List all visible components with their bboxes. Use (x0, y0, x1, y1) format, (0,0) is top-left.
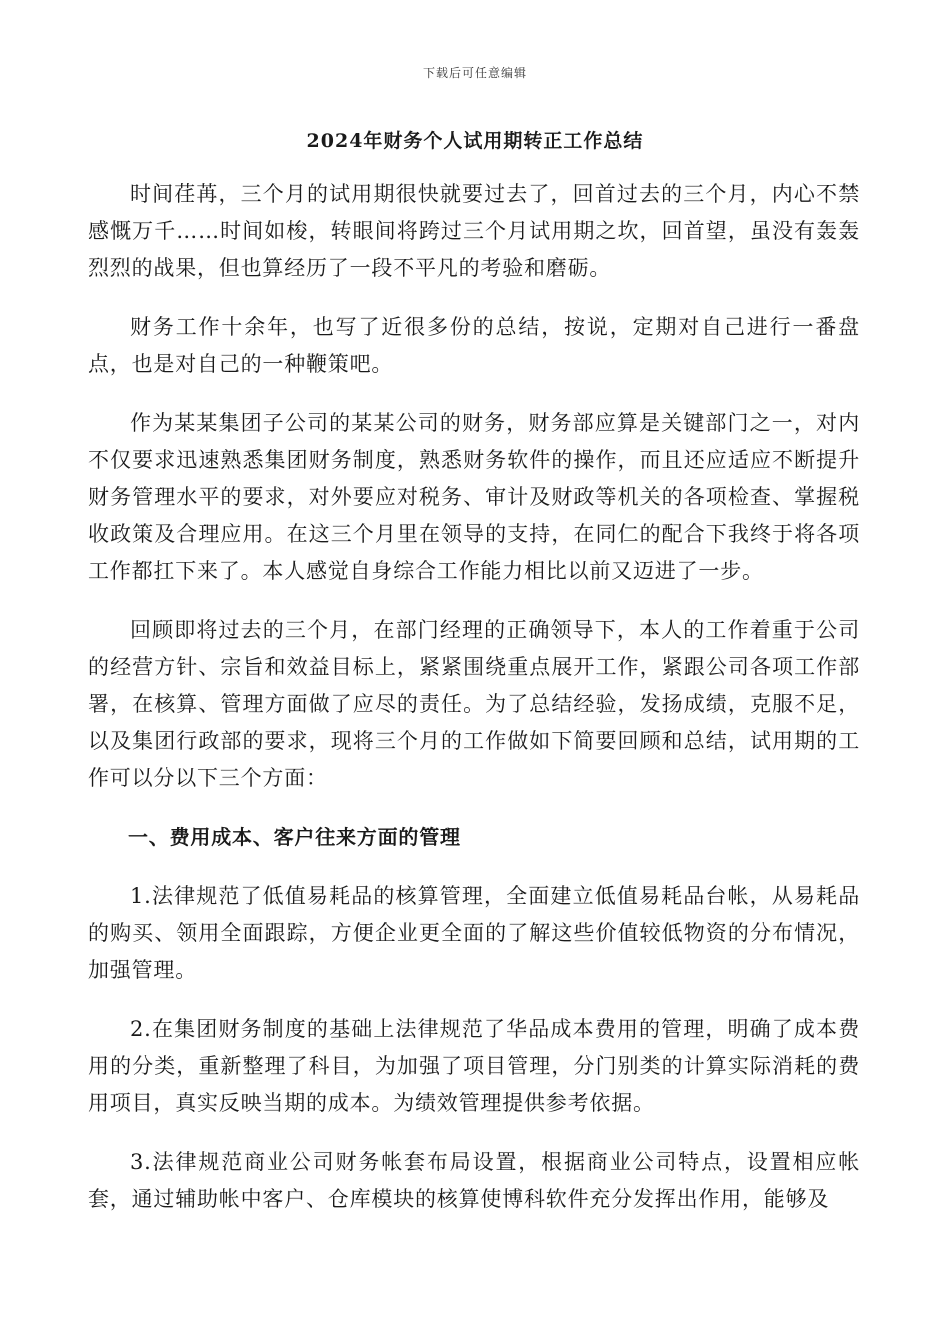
section-item-3: 3.法律规范商业公司财务帐套布局设置，根据商业公司特点，设置相应帐套，通过辅助帐中客户、仓库模块的核算使博科软件充分发挥出作用，能够及 (88, 1150, 860, 1211)
document-body (88, 176, 860, 1240)
section-heading-1: 一、费用成本、客户往来方面的管理 (128, 825, 461, 849)
section-item-2: 2.在集团财务制度的基础上法律规范了华品成本费用的管理，明确了成本费用的分类，重新整理了科目，为加强了项目管理，分门别类的计算实际消耗的费用项目，真实反映当期的成本。为绩效管理提供参考依据。 (88, 1017, 860, 1115)
paragraph-1: 时间荏苒，三个月的试用期很快就要过去了，回首过去的三个月，内心不禁感慨万千……时间如梭，转眼间将跨过三个月试用期之坎，回首望，虽没有轰轰烈烈的战果，但也算经历了一段不平凡的考验和磨砺。 (88, 182, 860, 280)
paragraph-4: 回顾即将过去的三个月，在部门经理的正确领导下，本人的工作着重于公司的经营方针、宗旨和效益目标上，紧紧围绕重点展开工作，紧跟公司各项工作部署，在核算、管理方面做了应尽的责任。为了总结经验，发扬成绩，克服不足，以及集团行政部的要求，现将三个月的工作做如下简要回顾和总结，试用期的工作可以分以下三个方面： (88, 618, 860, 790)
header-note: 下载后可任意编辑 (422, 66, 527, 80)
paragraph-3: 作为某某集团子公司的某某公司的财务，财务部应算是关键部门之一，对内不仅要求迅速熟悉集团财务制度，熟悉财务软件的操作，而且还应适应不断提升财务管理水平的要求，对外要应对税务、审计及财政等机关的各项检查、掌握税收政策及合理应用。在这三个月里在领导的支持，在同仁的配合下我终于将各项工作都扛下来了。本人感觉自身综合工作能力相比以前又迈进了一步。 (88, 411, 860, 583)
document-title: 2024年财务个人试用期转正工作总结 (306, 130, 644, 152)
section-item-1: 1.法律规范了低值易耗品的核算管理，全面建立低值易耗品台帐，从易耗品的购买、领用全面跟踪，方便企业更全面的了解这些价值较低物资的分布情况，加强管理。 (88, 884, 860, 982)
paragraph-2: 财务工作十余年，也写了近很多份的总结，按说，定期对自己进行一番盘点，也是对自己的一种鞭策吧。 (88, 315, 860, 376)
